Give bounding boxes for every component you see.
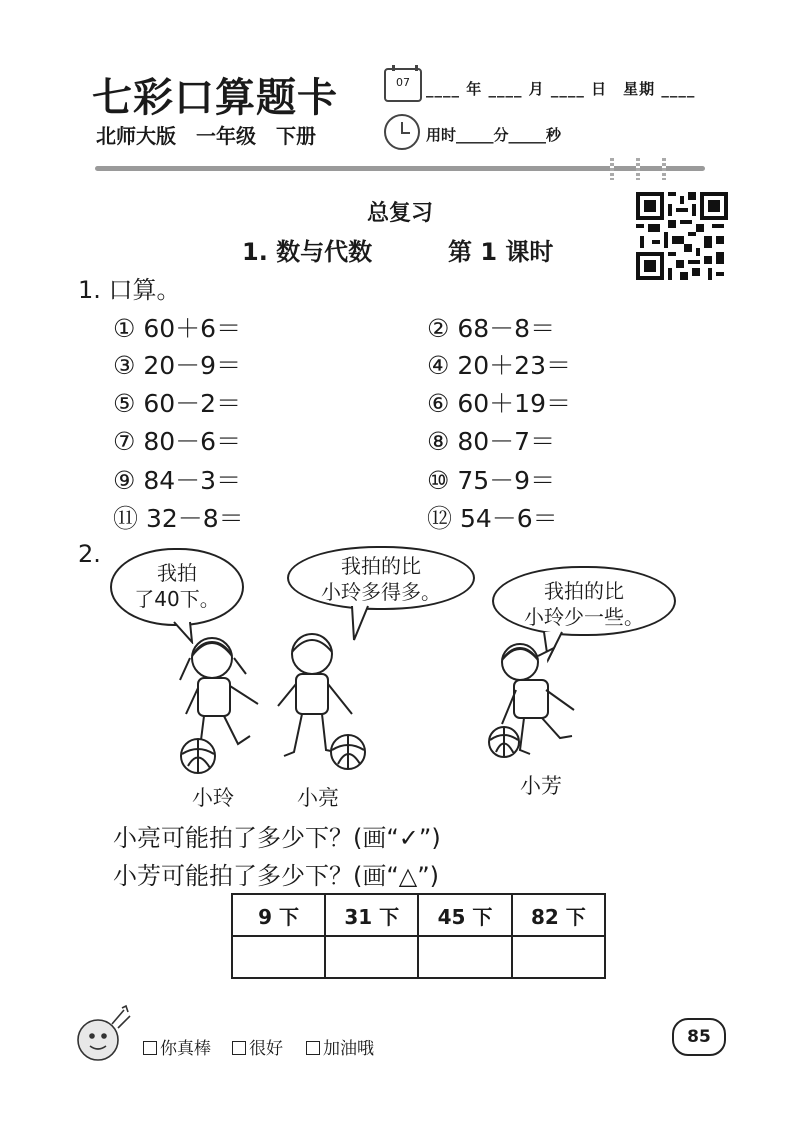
question-2-label: 2. — [78, 540, 101, 568]
edition-label: 北师大版 一年级 下册 — [96, 124, 316, 148]
rating-option-great[interactable] — [143, 1034, 211, 1059]
child-name-xiaoling: 小玲 — [192, 786, 234, 810]
problem-11: ⑪ 32－8＝ — [113, 504, 244, 533]
date-fields: ____ 年 ____ 月 ____ 日 星期 ____ — [426, 80, 696, 98]
page-number: 85 — [672, 1018, 726, 1056]
bubble-line: 我拍 — [157, 561, 197, 585]
answer-table — [231, 893, 606, 979]
clock-icon — [384, 114, 420, 150]
brand-title: 七彩口算题卡 — [92, 75, 338, 121]
problem-1: ① 60＋6＝ — [113, 314, 242, 343]
calendar-icon — [384, 68, 422, 102]
speech-bubble-xiaoliang — [287, 546, 475, 610]
table-header-cell: 9 下 — [232, 894, 325, 936]
child-name-xiaoliang: 小亮 — [297, 786, 339, 810]
table-header-cell: 45 下 — [418, 894, 511, 936]
mascot-icon — [72, 1002, 134, 1068]
problem-2: ② 68－8＝ — [427, 314, 556, 343]
answer-cell[interactable] — [418, 936, 511, 978]
question-1-label: 1. 口算。 — [78, 276, 181, 304]
problem-4: ④ 20＋23＝ — [427, 351, 571, 380]
bubble-line: 我拍的比 — [341, 554, 421, 578]
speech-bubble-xiaoling — [110, 548, 244, 626]
girl-bouncing-ball-illustration — [486, 640, 586, 768]
question-2a: 小亮可能拍了多少下？(画“✓”) — [113, 824, 441, 852]
rating-label: 很好 — [249, 1039, 283, 1059]
speech-bubble-xiaofang — [492, 566, 676, 636]
problem-8: ⑧ 80－7＝ — [427, 427, 556, 456]
problem-10: ⑩ 75－9＝ — [427, 466, 556, 495]
table-header-row — [232, 894, 605, 936]
table-header-cell: 82 下 — [512, 894, 605, 936]
lesson-period: 第 1 课时 — [448, 238, 554, 266]
answer-cell[interactable] — [512, 936, 605, 978]
problem-5: ⑤ 60－2＝ — [113, 389, 242, 418]
checkbox-icon[interactable] — [143, 1041, 157, 1055]
problem-12: ⑫ 54－6＝ — [427, 504, 558, 533]
rating-label: 你真棒 — [160, 1039, 211, 1059]
lesson-title: 1. 数与代数 — [242, 238, 373, 266]
answer-cell[interactable] — [232, 936, 325, 978]
rating-option-good[interactable] — [232, 1034, 283, 1059]
bead-decoration — [636, 158, 640, 180]
children-bouncing-balls-illustration — [176, 628, 376, 776]
bubble-line: 小玲多得多。 — [321, 580, 441, 604]
time-fields: 用时_____分_____秒 — [426, 126, 562, 144]
question-2b: 小芳可能拍了多少下？(画“△”) — [113, 862, 440, 890]
bubble-line: 了40下。 — [134, 587, 220, 611]
child-name-xiaofang: 小芳 — [520, 774, 562, 798]
checkbox-icon[interactable] — [306, 1041, 320, 1055]
problem-9: ⑨ 84－3＝ — [113, 466, 242, 495]
bubble-line: 小玲少一些。 — [524, 605, 644, 629]
rating-option-keep-going[interactable] — [306, 1034, 374, 1059]
rating-label: 加油哦 — [323, 1039, 374, 1059]
problem-7: ⑦ 80－6＝ — [113, 427, 242, 456]
calendar-number: 07 — [396, 76, 410, 89]
table-answer-row — [232, 936, 605, 978]
bead-decoration — [610, 158, 614, 180]
table-header-cell: 31 下 — [325, 894, 418, 936]
problem-6: ⑥ 60＋19＝ — [427, 389, 571, 418]
answer-cell[interactable] — [325, 936, 418, 978]
checkbox-icon[interactable] — [232, 1041, 246, 1055]
bead-decoration — [662, 158, 666, 180]
bubble-line: 我拍的比 — [544, 579, 624, 603]
section-title: 总复习 — [366, 201, 433, 226]
problem-3: ③ 20－9＝ — [113, 351, 242, 380]
